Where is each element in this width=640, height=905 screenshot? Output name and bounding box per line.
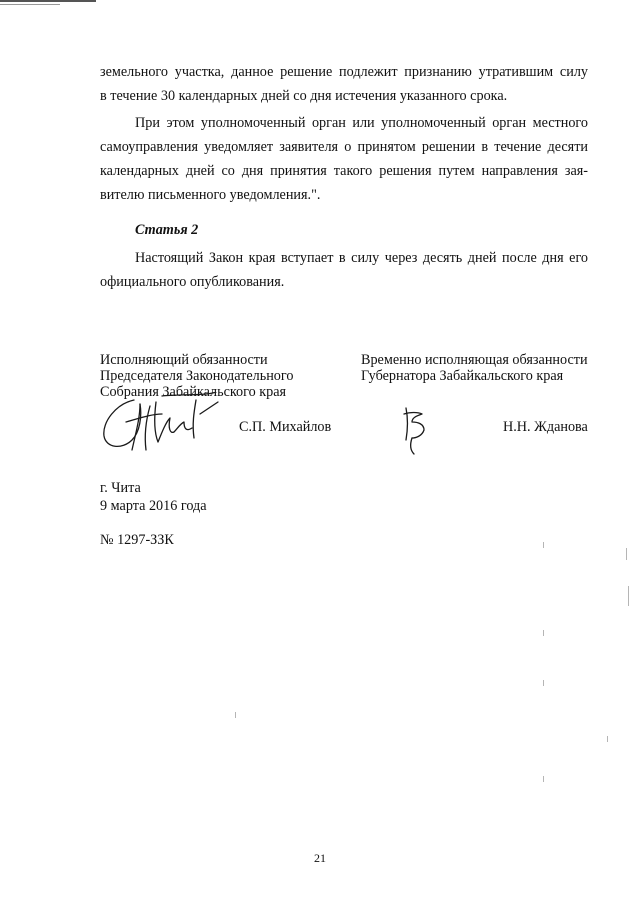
text-line: Настоящий Закон края вступает в силу через десять дней после дня его (135, 250, 588, 266)
signature-left-icon (96, 392, 231, 458)
place: г. Чита (100, 480, 141, 496)
signatory-left-name: С.П. Михайлов (239, 419, 332, 435)
signatory-title-line: Собрания Забайкальского края (100, 384, 287, 400)
scan-speck (543, 680, 544, 686)
text-line: вителю письменного уведомления.". (100, 187, 321, 203)
scan-speck (628, 586, 629, 606)
article-body (100, 246, 588, 294)
paragraph-notification (100, 111, 588, 207)
scan-speck (543, 542, 544, 548)
signatory-right-name: Н.Н. Жданова (503, 419, 588, 435)
text-line: официального опубликования. (100, 274, 285, 290)
law-number: № 1297-ЗЗК (100, 532, 174, 548)
page-number: 21 (314, 851, 326, 865)
article-heading: Статья 2 (135, 222, 199, 238)
text-line: При этом уполномоченный орган или уполномоченный орган местного (135, 115, 588, 131)
scan-speck (543, 630, 544, 636)
text-line: самоуправления уведомляет заявителя о принятом решении в течение десяти (100, 139, 588, 155)
text-line: в течение 30 календарных дней со дня истечения указанного срока. (100, 88, 508, 104)
text-line: календарных дней со дня принятия такого решения путем направления зая- (100, 163, 588, 179)
scan-artifact (0, 0, 96, 2)
scan-speck (543, 776, 544, 782)
paragraph-continuation (100, 60, 588, 108)
signatory-title-line: Губернатора Забайкальского края (361, 368, 564, 384)
signatory-title-line: Временно исполняющая обязанности (361, 352, 588, 368)
text-line: земельного участка, данное решение подлежит признанию утратившим силу (100, 64, 588, 80)
scan-speck (607, 736, 608, 742)
signature-right-icon (398, 404, 434, 456)
signatory-right-title (361, 352, 588, 384)
scan-artifact (0, 4, 60, 5)
scan-speck (626, 548, 627, 560)
signatory-title-line: Председателя Законодательного (100, 368, 294, 384)
signatory-title-line: Исполняющий обязанности (100, 352, 268, 368)
scan-speck (235, 712, 236, 718)
place-date-block (100, 479, 207, 515)
date: 9 марта 2016 года (100, 498, 207, 514)
